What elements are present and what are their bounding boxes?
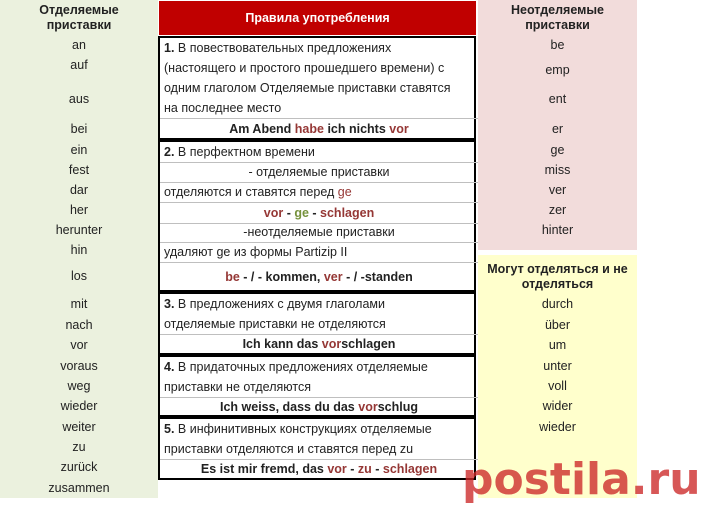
separable-prefix-item: herunter [55, 223, 103, 237]
rule-2-line-2: - отделяемые приставки [248, 165, 390, 179]
separable-prefix-item: zurück [60, 460, 98, 474]
rule-1-line-3: одним глаголом Отделяемые приставки ставятся [164, 81, 451, 95]
example-part: - [283, 206, 295, 220]
inseparable-prefix-item: ent [548, 92, 567, 106]
rule-5-line-1 [160, 419, 478, 439]
dual-prefix-item: um [548, 338, 567, 352]
separable-prefix-item: auf [70, 58, 88, 72]
example-prefix: ver [323, 270, 343, 284]
example-part: - [346, 462, 358, 476]
separable-prefix-item: vor [70, 338, 88, 352]
separable-prefix-item: bei [70, 122, 88, 136]
example-part: schlagen [341, 337, 396, 351]
rule-text: В придаточных предложениях отделяемые [177, 360, 428, 374]
header-line: Могут отделяться и не [487, 262, 628, 276]
rule-number: 2. [164, 145, 175, 159]
rules-header: Правила употребления [159, 1, 476, 35]
rule-text: В повествовательных предложениях [177, 41, 392, 55]
separable-prefixes-column [0, 0, 158, 498]
rule-number: 1. [164, 41, 175, 55]
rule-number: 3. [164, 297, 175, 311]
rule-3-box [158, 292, 476, 355]
rule-4-box [158, 355, 476, 417]
example-zu: zu [357, 462, 372, 476]
example-prefix: vor [358, 400, 378, 414]
separable-prefix-item: weg [67, 379, 91, 393]
dual-prefix-item: unter [543, 359, 572, 373]
separable-prefix-item: hin [70, 243, 88, 257]
divider [160, 262, 478, 263]
example-part: schlug [377, 400, 418, 414]
separable-prefix-item: an [72, 38, 86, 52]
dual-prefix-item: wieder [539, 420, 576, 434]
inseparable-prefixes-column [478, 0, 637, 498]
header-line: отделяться [521, 277, 594, 291]
separable-prefix-item: ein [70, 143, 88, 157]
rule-3-line-2: отделяемые приставки не отделяются [164, 317, 386, 331]
example-prefix: vor [321, 337, 342, 351]
example-verb: habe [294, 122, 324, 136]
dual-prefix-item: wider [542, 399, 573, 413]
example-part: - [308, 206, 321, 220]
example-part: Ich kann das [242, 337, 322, 351]
example-part: - / - kommen, [239, 270, 324, 284]
dual-prefix-item: über [544, 318, 571, 332]
rule-5-line-2: приставки отделяются и ставятся перед zu [164, 442, 414, 456]
example-part: Am Abend [229, 122, 295, 136]
example-prefix: be [225, 270, 240, 284]
rule-4-example [160, 397, 478, 417]
rule-2-line-5: удаляют ge из формы Partizip II [164, 245, 348, 259]
rule-4-line-1 [160, 357, 478, 377]
inseparable-prefix-item: be [550, 38, 565, 52]
rule-1-example [160, 119, 478, 139]
rule-2-example-2 [160, 267, 478, 287]
header-line: приставки [525, 18, 590, 32]
separable-prefix-item: los [71, 269, 87, 283]
rule-5-example [160, 459, 478, 479]
rule-1-line-2: (настоящего и простого прошедшего времени) с [164, 61, 445, 75]
example-part: ich nichts [323, 122, 390, 136]
inseparable-prefix-item: ver [548, 183, 567, 197]
rule-2-line-1 [160, 142, 478, 162]
example-prefix: vor [327, 462, 347, 476]
rule-1-line-1 [160, 38, 478, 58]
rule-1-box [158, 36, 476, 140]
separable-prefix-item: aus [68, 92, 90, 106]
separable-prefix-item: wieder [60, 399, 98, 413]
separable-prefix-item: voraus [60, 359, 98, 373]
separable-prefix-item: weiter [62, 420, 96, 434]
example-part: - [371, 462, 383, 476]
separable-prefix-item: mit [70, 297, 88, 311]
example-prefix: vor [263, 206, 284, 220]
example-part: - / -standen [342, 270, 413, 284]
inseparable-prefix-item: hinter [541, 223, 574, 237]
rule-text: отделяются и ставятся перед [164, 185, 338, 199]
inseparable-prefixes-header [478, 3, 637, 33]
inseparable-prefix-item: miss [544, 163, 571, 177]
rule-text: В предложениях с двумя глаголами [177, 297, 386, 311]
rule-5-box [158, 417, 476, 480]
inseparable-prefix-item: ge [550, 143, 565, 157]
rule-3-example [160, 334, 478, 354]
example-verb: schlagen [382, 462, 438, 476]
rule-number: 5. [164, 422, 175, 436]
inseparable-prefix-item: emp [545, 63, 570, 77]
example-part: Es ist mir fremd, das [200, 462, 328, 476]
example-ge: ge [294, 206, 309, 220]
separable-prefix-item: zu [72, 440, 86, 454]
separable-prefix-item: zusammen [48, 481, 110, 495]
rule-2-example-1 [160, 203, 478, 223]
separable-prefixes-header [0, 3, 158, 33]
separable-prefix-item: nach [65, 318, 93, 332]
dual-prefix-item: durch [541, 297, 574, 311]
header-line: Отделяемые [39, 3, 119, 17]
rule-text: В перфектном времени [177, 145, 315, 159]
example-part: Ich weiss, dass du das [219, 400, 359, 414]
inseparable-prefix-item: er [551, 122, 564, 136]
separable-prefix-item: dar [69, 183, 89, 197]
rule-1-line-4: на последнее место [164, 101, 282, 115]
example-verb: schlagen [320, 206, 375, 220]
dual-prefix-item: voll [548, 379, 567, 393]
header-line: Неотделяемые [510, 3, 605, 17]
example-prefix: vor [389, 122, 409, 136]
rule-2-line-4: -неотделяемые приставки [243, 225, 395, 239]
header-line: приставки [46, 18, 112, 32]
separable-prefix-item: her [69, 203, 89, 217]
separable-prefix-item: fest [68, 163, 90, 177]
watermark: postila.ru [462, 454, 701, 505]
rule-3-line-1 [160, 294, 478, 314]
rule-2-line-3 [160, 182, 478, 202]
rule-text: В инфинитивных конструкциях отделяемые [177, 422, 432, 436]
rule-4-line-2: приставки не отделяются [164, 380, 311, 394]
dual-prefixes-header [478, 262, 637, 292]
rule-2-box [158, 140, 476, 292]
inseparable-prefix-item: zer [548, 203, 567, 217]
rules-column [158, 0, 478, 498]
rule-number: 4. [164, 360, 175, 374]
rule-highlight: ge [337, 185, 352, 199]
